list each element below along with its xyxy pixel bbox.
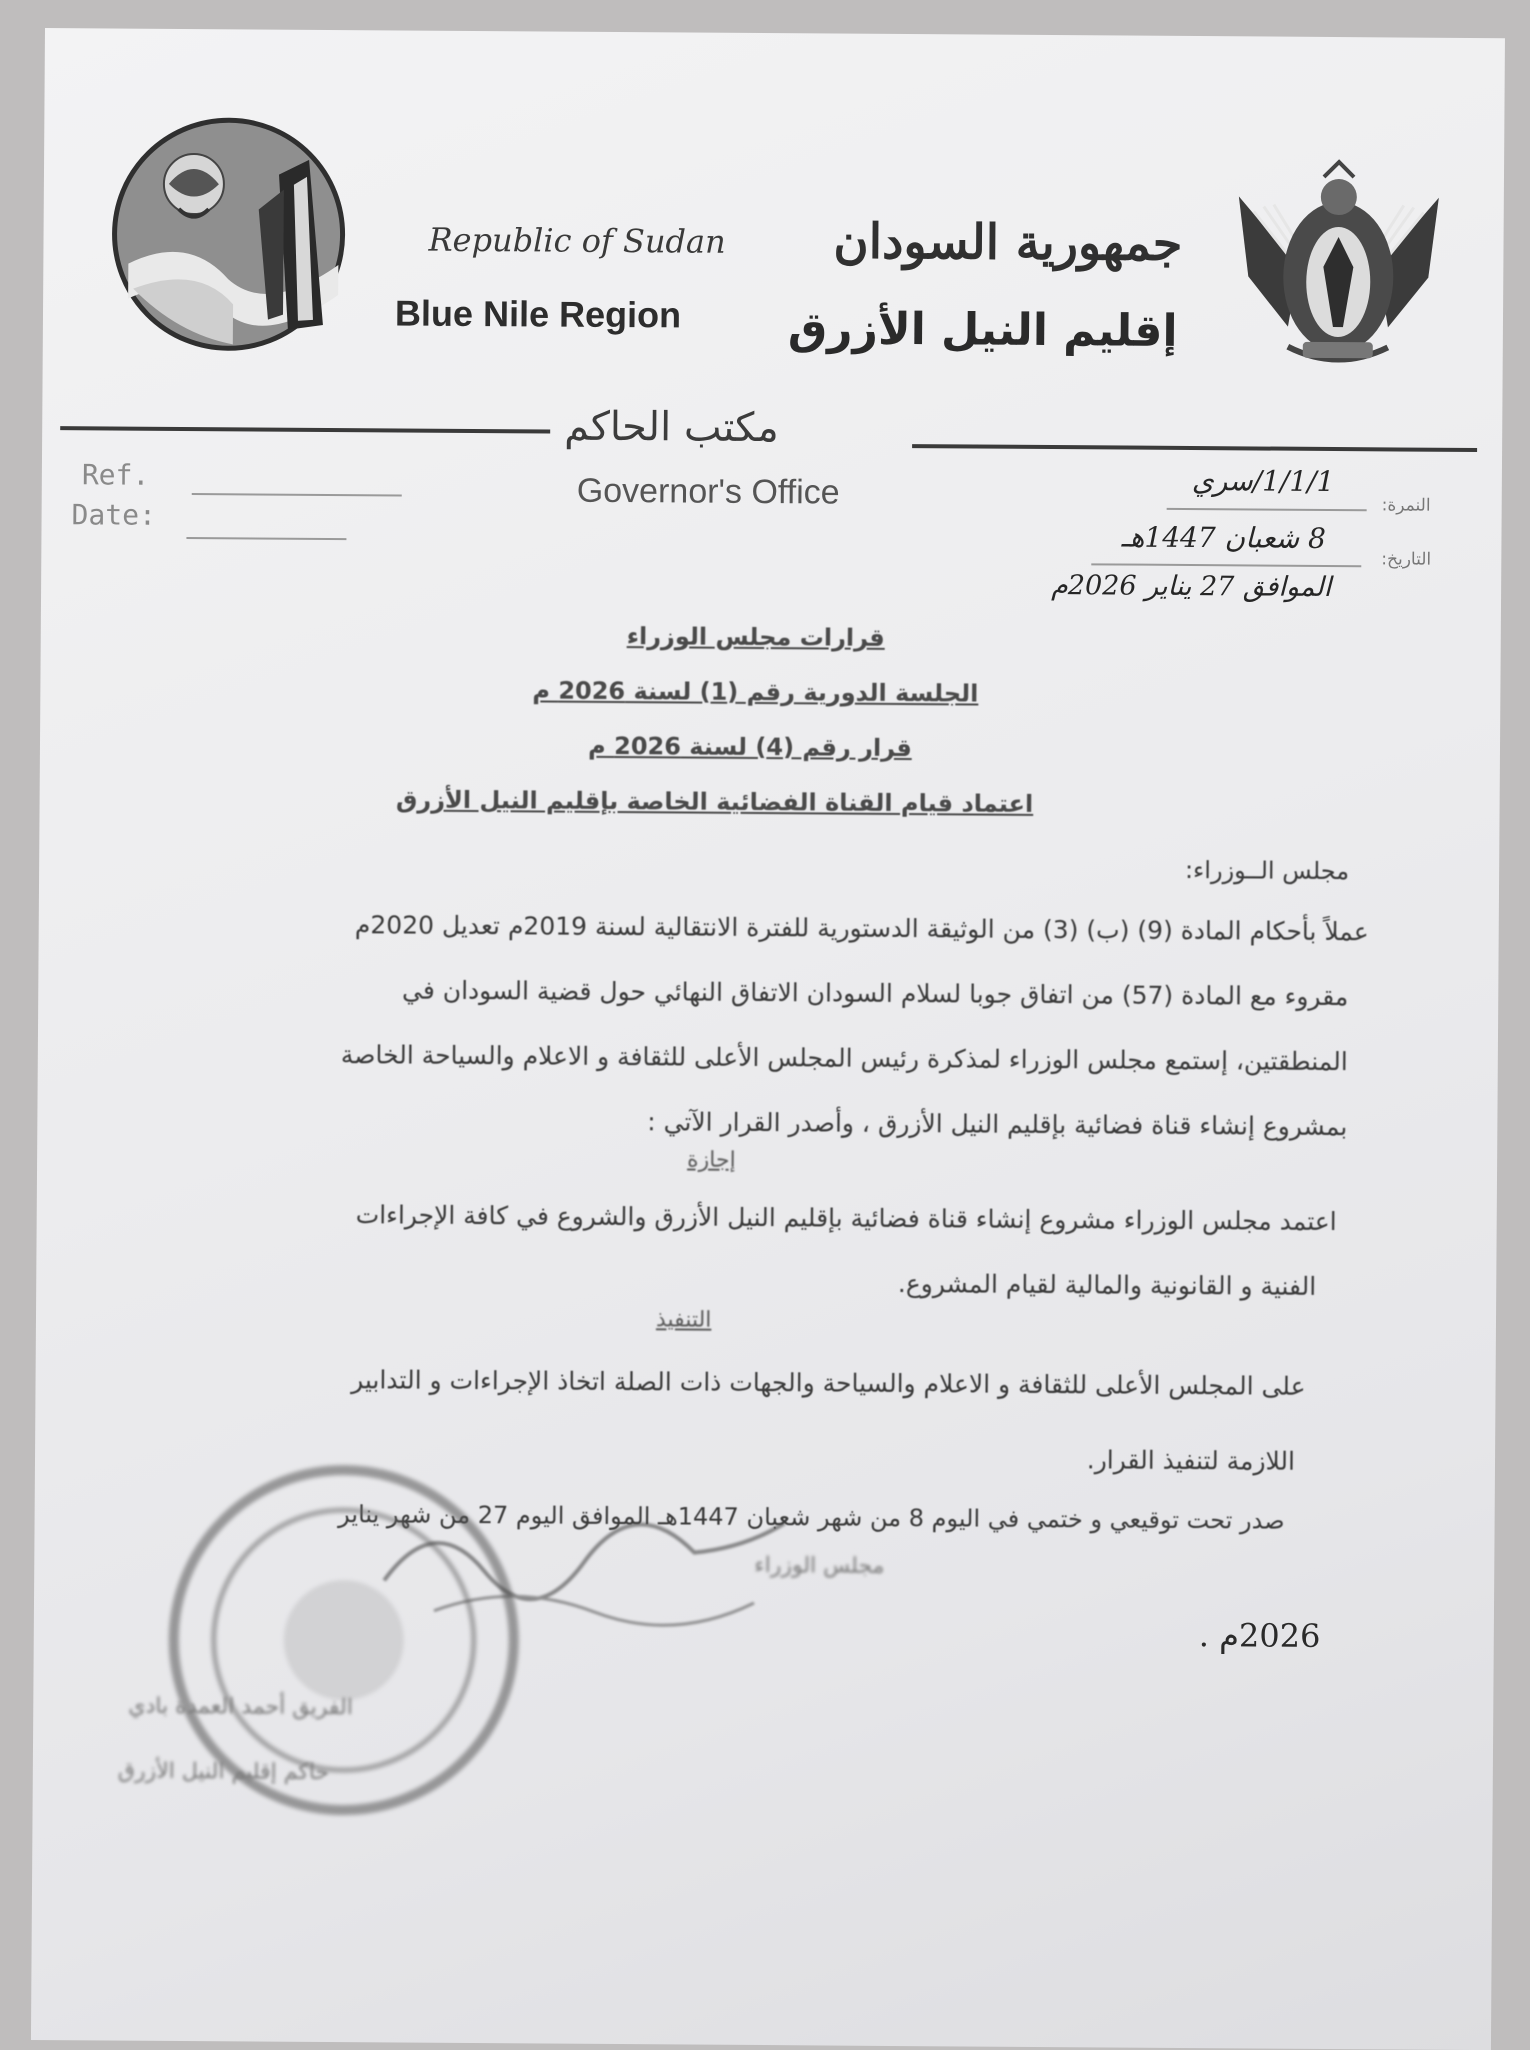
sudan-emblem-icon [1228, 156, 1449, 373]
number-line [1167, 508, 1367, 511]
header-divider-left [60, 426, 550, 433]
approval-line-2: الفنية و القانونية والمالية لقيام المشروع. [897, 1268, 1317, 1301]
office-arabic: مكتب الحاكم [564, 403, 779, 452]
republic-english: Republic of Sudan [428, 220, 726, 261]
preamble-line-1: عملاً بأحكام المادة (9) (ب) (3) من الوثيقة الدستورية للفترة الانتقالية لسنة 2019م تعديل 2020م [354, 910, 1369, 947]
date-label-arabic: التاريخ: [1381, 549, 1432, 570]
date-label: Date: [71, 498, 157, 532]
ref-line [192, 493, 402, 496]
republic-arabic: جمهورية السودان [833, 213, 1183, 272]
number-label-arabic: النمرة: [1381, 495, 1431, 516]
date-line-arabic [1091, 563, 1361, 567]
document-page [31, 28, 1505, 2050]
closing-line: صدر تحت توقيعي و ختمي في اليوم 8 من شهر شعبان 1447هـ الموافق اليوم 27 من شهر يناير [338, 1500, 1285, 1535]
council-heading: مجلس الــوزراء: [1184, 855, 1350, 886]
execution-line-2: اللازمة لتنفيذ القرار. [1086, 1445, 1296, 1476]
ref-label: Ref. [81, 458, 150, 492]
stamp-line-2: الفريق أحمد العمدة بادي [128, 1693, 353, 1721]
signature-icon [374, 1490, 795, 1653]
preamble-line-4: بمشروع إنشاء قناة فضائية بإقليم النيل الأزرق ، وأصدر القرار الآتي : [647, 1107, 1348, 1142]
stamp-line-3: حاكم إقليم النيل الأزرق [117, 1758, 330, 1786]
approval-line-1: اعتمد مجلس الوزراء مشروع إنشاء قناة فضائية بإقليم النيل الأزرق والشروع في كافة الإجراءات [355, 1200, 1337, 1237]
decision-subject: اعتماد قيام القناة الفضائية الخاصة بإقليم النيل الأزرق [395, 785, 1034, 818]
hijri-date: 8 شعبان 1447هـ [1121, 520, 1326, 555]
reference-number: 1/1/1/سري [1191, 464, 1335, 499]
header-divider-right [912, 444, 1477, 452]
closing-year: 2026م . [1198, 1616, 1321, 1655]
approval-heading: إجازة [687, 1147, 736, 1173]
region-arabic: إقليم النيل الأزرق [787, 303, 1178, 357]
session-title: الجلسة الدورية رقم (1) لسنة 2026 م [532, 676, 979, 708]
execution-heading: التنفيذ [655, 1307, 712, 1333]
gregorian-date: الموافق 27 يناير 2026م [1051, 570, 1332, 603]
date-line [186, 537, 346, 540]
decisions-title: قرارات مجلس الوزراء [626, 622, 885, 652]
office-english: Governor's Office [576, 471, 840, 512]
region-logo-icon [108, 113, 350, 355]
preamble-line-2: مقروء مع المادة (57) من اتفاق جوبا لسلام السودان الاتفاق النهائي حول قضية السودان في [401, 975, 1349, 1012]
preamble-line-3: المنطقتين، إستمع مجلس الوزراء لمذكرة رئيس المجلس الأعلى للثقافة و الاعلام والسياحة الخاصة [340, 1040, 1348, 1077]
decision-number: قرار رقم (4) لسنة 2026 م [588, 731, 912, 763]
stamp-line-1: مجلس الوزراء [754, 1552, 885, 1579]
execution-line-1: على المجلس الأعلى للثقافة و الاعلام والسياحة والجهات ذات الصلة اتخاذ الإجراءات و التدابير [351, 1365, 1306, 1401]
region-english: Blue Nile Region [394, 292, 682, 336]
